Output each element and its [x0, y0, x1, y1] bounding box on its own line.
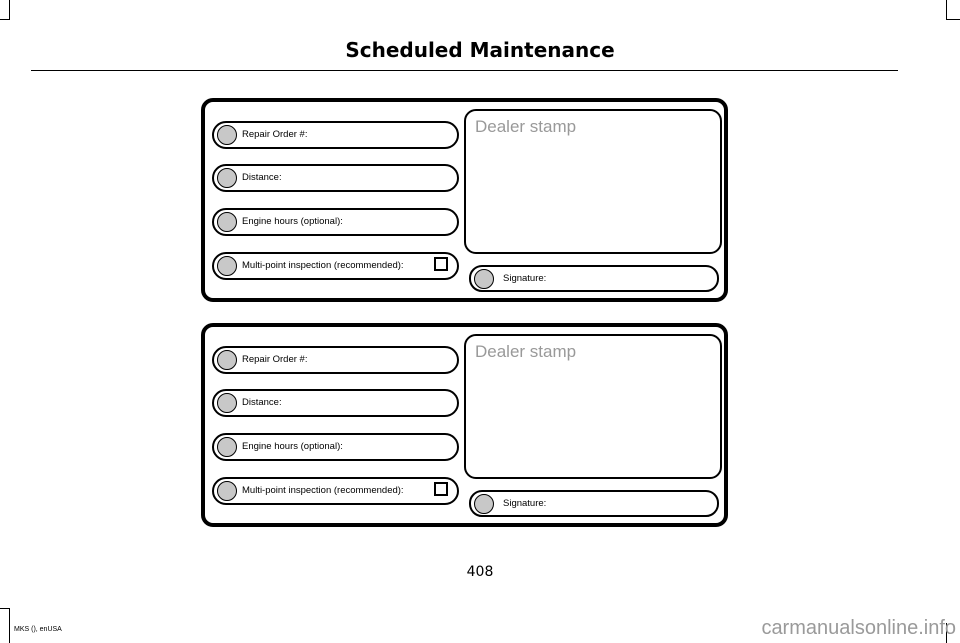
- field-circle-icon: [217, 256, 237, 276]
- field-label: Engine hours (optional):: [242, 216, 343, 227]
- field-circle-icon: [217, 481, 237, 501]
- field-label: Distance:: [242, 172, 282, 183]
- dealer-stamp-label: Dealer stamp: [475, 117, 577, 136]
- field-circle-icon: [217, 437, 237, 457]
- header-divider: [31, 70, 898, 71]
- field-label: Distance:: [242, 397, 282, 408]
- crop-mark-top-left-h: [0, 19, 10, 20]
- dealer-stamp-box: [464, 109, 722, 254]
- field-circle-icon: [217, 350, 237, 370]
- distance-field[interactable]: [212, 389, 459, 417]
- signature-label: Signature:: [503, 273, 547, 284]
- dealer-stamp-label: Dealer stamp: [475, 342, 577, 361]
- distance-field[interactable]: [212, 164, 459, 192]
- engine-hours-field[interactable]: [212, 433, 459, 461]
- maintenance-record-card: [201, 98, 728, 302]
- field-label: Repair Order #:: [242, 354, 308, 365]
- signature-field[interactable]: [469, 265, 719, 292]
- field-label: Multi-point inspection (recommended):: [242, 485, 404, 496]
- crop-mark-bottom-left-h: [0, 608, 10, 609]
- field-circle-icon: [474, 269, 494, 289]
- field-label: Repair Order #:: [242, 129, 308, 140]
- field-circle-icon: [217, 393, 237, 413]
- repair-order-field[interactable]: [212, 121, 459, 149]
- document-code: MKS (), enUSA: [14, 626, 62, 633]
- field-circle-icon: [217, 212, 237, 232]
- watermark: carmanualsonline.info: [761, 617, 956, 639]
- repair-order-field[interactable]: [212, 346, 459, 374]
- field-label: Multi-point inspection (recommended):: [242, 260, 404, 271]
- signature-label: Signature:: [503, 498, 547, 509]
- field-circle-icon: [474, 494, 494, 514]
- field-circle-icon: [217, 168, 237, 188]
- signature-field[interactable]: [469, 490, 719, 517]
- inspection-checkbox[interactable]: [434, 482, 448, 496]
- page-title: Scheduled Maintenance: [345, 38, 615, 62]
- field-circle-icon: [217, 125, 237, 145]
- inspection-checkbox[interactable]: [434, 257, 448, 271]
- crop-mark-top-right-h: [946, 19, 960, 20]
- multipoint-inspection-field[interactable]: [212, 477, 459, 505]
- field-label: Engine hours (optional):: [242, 441, 343, 452]
- crop-mark-top-right: [946, 0, 947, 20]
- page-number: 408: [466, 564, 494, 580]
- crop-mark-top-left: [9, 0, 10, 20]
- crop-mark-bottom-left: [9, 608, 10, 643]
- engine-hours-field[interactable]: [212, 208, 459, 236]
- maintenance-record-card: [201, 323, 728, 527]
- dealer-stamp-box: [464, 334, 722, 479]
- multipoint-inspection-field[interactable]: [212, 252, 459, 280]
